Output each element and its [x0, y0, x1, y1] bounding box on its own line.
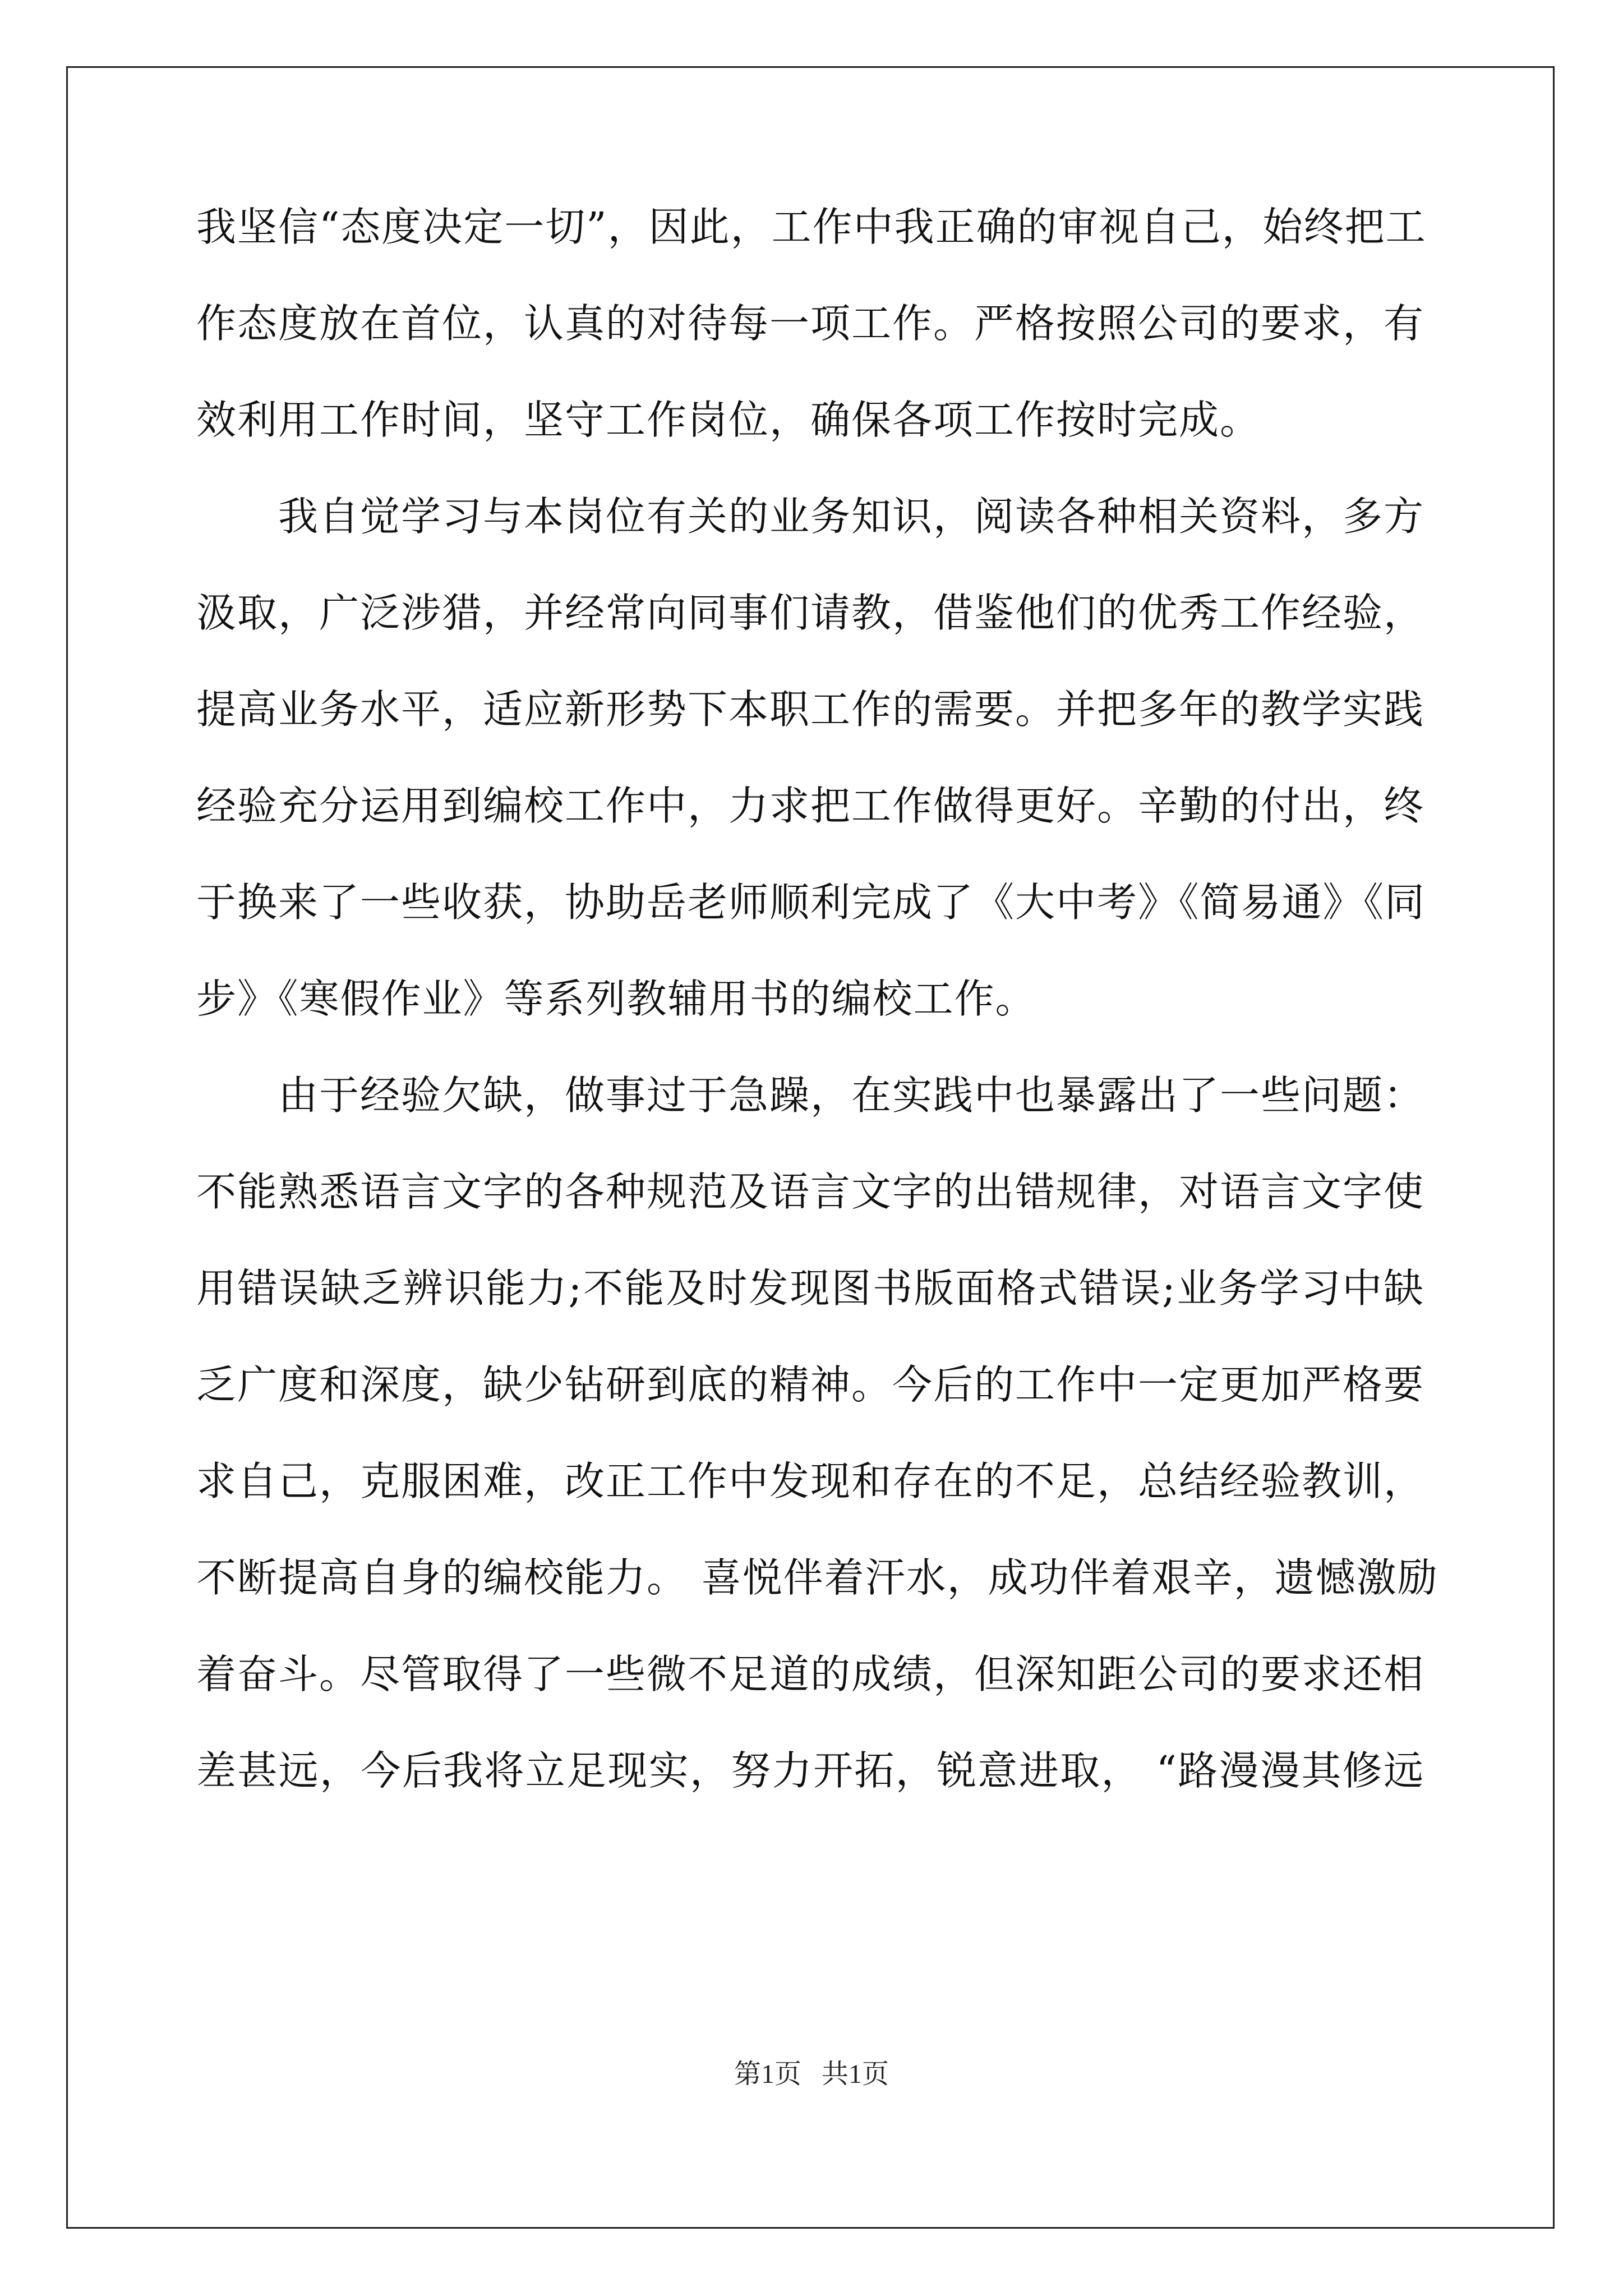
- paragraph-3-line-4: 乏广度和深度，缺少钻研到底的精神。今后的工作中一定更加严格要: [196, 1361, 1425, 1408]
- paragraph-3-line-2: 不能熟悉语言文字的各种规范及语言文字的出错规律，对语言文字使: [196, 1168, 1425, 1215]
- document-body: [196, 202, 1438, 1842]
- page-footer: 第1页 共1页: [734, 2059, 889, 2089]
- paragraph-2-line-3: 提高业务水平，适应新形势下本职工作的需要。并把多年的教学实践: [196, 686, 1425, 733]
- paragraph-3-line-6: 不断提高自身的编校能力。 喜悦伴着汗水，成功伴着艰辛，遗憾激励: [196, 1554, 1438, 1601]
- paragraph-3-line-5: 求自己，克服困难，改正工作中发现和存在的不足，总结经验教训，: [196, 1458, 1425, 1504]
- paragraph-1-line-3: 效利用工作时间，坚守工作岗位，确保各项工作按时完成。: [196, 397, 1261, 443]
- paragraph-3-line-3: 用错误缺乏辨识能力;不能及时发现图书版面格式错误;业务学习中缺: [196, 1265, 1424, 1312]
- paragraph-2-line-1: 我自觉学习与本岗位有关的业务知识，阅读各种相关资料，多方: [278, 493, 1425, 540]
- paragraph-1-line-1: 我坚信“态度决定一切”，因此，工作中我正确的审视自己，始终把工: [196, 204, 1427, 250]
- paragraph-2-line-4: 经验充分运用到编校工作中，力求把工作做得更好。辛勤的付出，终: [196, 783, 1425, 829]
- paragraph-3-line-8: 差甚远，今后我将立足现实，努力开拓，锐意进取， “路漫漫其修远: [196, 1747, 1424, 1794]
- paragraph-3-line-1: 由于经验欠缺，做事过于急躁，在实践中也暴露出了一些问题：: [278, 1072, 1425, 1119]
- paragraph-1-line-2: 作态度放在首位，认真的对待每一项工作。严格按照公司的要求，有: [196, 300, 1425, 347]
- paragraph-2-line-6: 步》《寒假作业》等系列教辅用书的编校工作。: [196, 976, 1036, 1022]
- paragraph-2-line-2: 汲取，广泛涉猎，并经常向同事们请教，借鉴他们的优秀工作经验，: [196, 590, 1425, 636]
- paragraph-2-line-5: 于换来了一些收获，协助岳老师顺利完成了《大中考》《简易通》《同: [196, 879, 1426, 926]
- paragraph-3-line-7: 着奋斗。尽管取得了一些微不足道的成绩，但深知距公司的要求还相: [196, 1651, 1425, 1697]
